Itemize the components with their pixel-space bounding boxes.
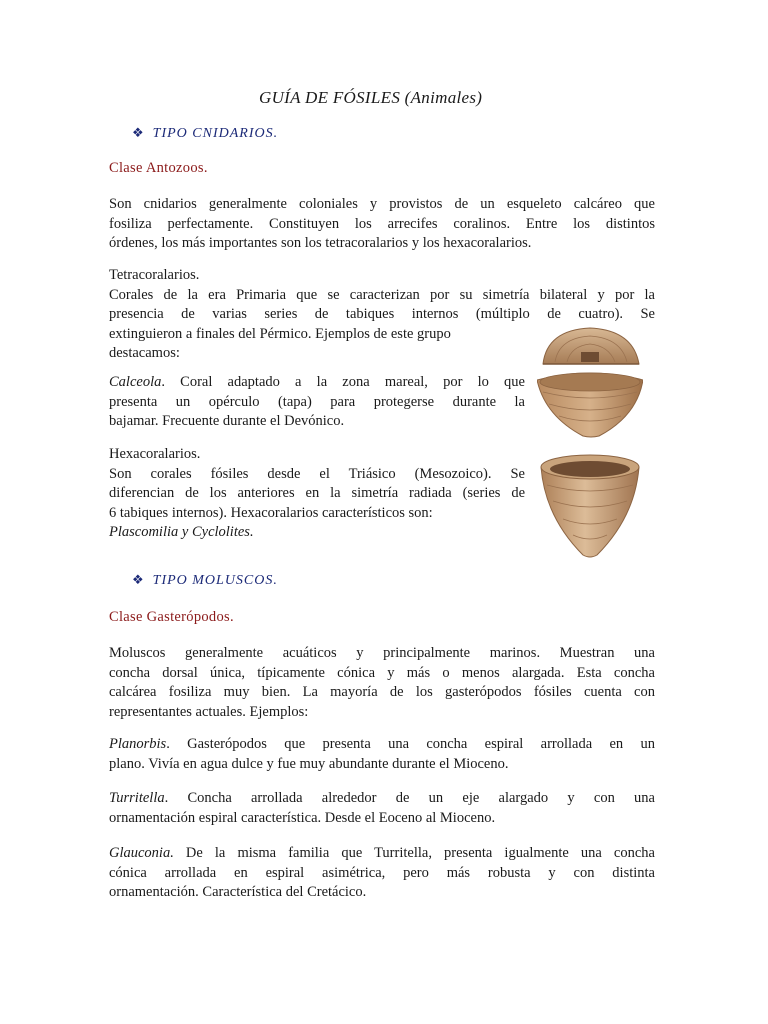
hexacoral-examples: Plascomilia y Cyclolites.	[109, 524, 254, 540]
text-line: órdenes, los más importantes son los tetracoralarios y los hexacoralarios.	[109, 235, 532, 251]
text-line: 6 tabiques internos). Hexacoralarios característicos son:	[109, 504, 433, 521]
glauconia-paragraph	[109, 844, 655, 903]
text-line: Corales de la era Primaria que se caracterizan por su simetría bilateral y por la	[109, 286, 655, 303]
text-line: plano. Vivía en agua dulce y fue muy abundante durante el Mioceno.	[109, 755, 509, 772]
text-fragment: . Coral adaptado a la zona mareal, por lo que	[161, 374, 525, 390]
turritella-paragraph	[109, 789, 655, 828]
text-line: diferencian de los anteriores en la simetría radiada (series de	[109, 485, 525, 501]
text-line: presenta un opérculo (tapa) para protegerse durante la	[109, 393, 525, 410]
text-fragment: De la misma familia que Turritella, presenta igualmente una concha	[173, 845, 655, 861]
text-line: representantes actuales. Ejemplos:	[109, 703, 309, 720]
species-name-turritella: Turritella	[109, 790, 165, 806]
text-line	[109, 373, 525, 393]
text-line: concha dorsal única, típicamente cónica y más o menos alargada. Esta concha	[109, 664, 655, 681]
text-line: Son cnidarios generalmente coloniales y provistos de un esqueleto calcáreo que	[109, 196, 655, 212]
diamond-bullet-icon: ❖	[132, 125, 145, 140]
diamond-bullet-icon: ❖	[132, 572, 145, 587]
hexacoralarios-paragraph	[109, 445, 525, 543]
class-heading-gasteropodos: Clase Gasterópodos.	[109, 609, 234, 625]
section-heading-moluscos-label: TIPO MOLUSCOS.	[152, 573, 278, 588]
text-line: fosiliza perfectamente. Constituyen los arrecifes coralinos. Entre los distintos	[109, 215, 655, 232]
text-line	[109, 844, 655, 864]
text-line: ornamentación espiral característica. Desde el Eoceno al Mioceno.	[109, 809, 496, 826]
text-line	[109, 735, 655, 755]
text-line: extinguieron a finales del Pérmico. Ejemplos de este grupo	[109, 325, 451, 342]
text-line: Son corales fósiles desde el Triásico (Mesozoico). Se	[109, 465, 525, 482]
species-name-calceola: Calceola	[109, 374, 162, 390]
cnidarios-intro-paragraph	[109, 195, 655, 254]
text-line: Moluscos generalmente acuáticos y principalmente marinos. Muestran una	[109, 645, 655, 661]
species-name-planorbis: Planorbis	[109, 736, 167, 752]
section-heading-cnidarios	[132, 125, 278, 142]
text-line: presencia de varias series de tabiques internos (múltiplo de cuatro). Se	[109, 306, 655, 322]
text-line: bajamar. Frecuente durante el Devónico.	[109, 413, 345, 429]
planorbis-paragraph	[109, 735, 655, 774]
section-heading-moluscos	[132, 572, 278, 589]
document-title: GUÍA DE FÓSILES (Animales)	[259, 88, 483, 107]
text-line	[109, 789, 655, 809]
tetracoralarios-heading: Tetracoralarios.	[109, 267, 200, 283]
species-name-glauconia: Glauconia.	[109, 845, 174, 861]
text-line: calcárea fosiliza muy bien. La mayoría de los gasterópodos fósiles cuenta con	[109, 684, 655, 700]
text-line: destacamos:	[109, 345, 180, 361]
class-heading-antozoos: Clase Antozoos.	[109, 160, 208, 176]
calceola-fossil-image	[537, 326, 643, 438]
section-heading-cnidarios-label: TIPO CNIDARIOS.	[152, 126, 279, 141]
calceola-paragraph	[109, 373, 525, 432]
text-fragment: . Concha arrollada alrededor de un eje alargado y con una	[164, 790, 655, 806]
moluscos-intro-paragraph	[109, 644, 655, 722]
hexacoral-fossil-image	[537, 447, 643, 559]
text-line: cónica arrollada en espiral asimétrica, pero más robusta y con distinta	[109, 864, 655, 881]
text-line: ornamentación. Característica del Cretácico.	[109, 884, 367, 900]
text-fragment: . Gasterópodos que presenta una concha espiral arrollada en un	[166, 736, 655, 752]
hexacoralarios-heading: Hexacoralarios.	[109, 446, 201, 462]
